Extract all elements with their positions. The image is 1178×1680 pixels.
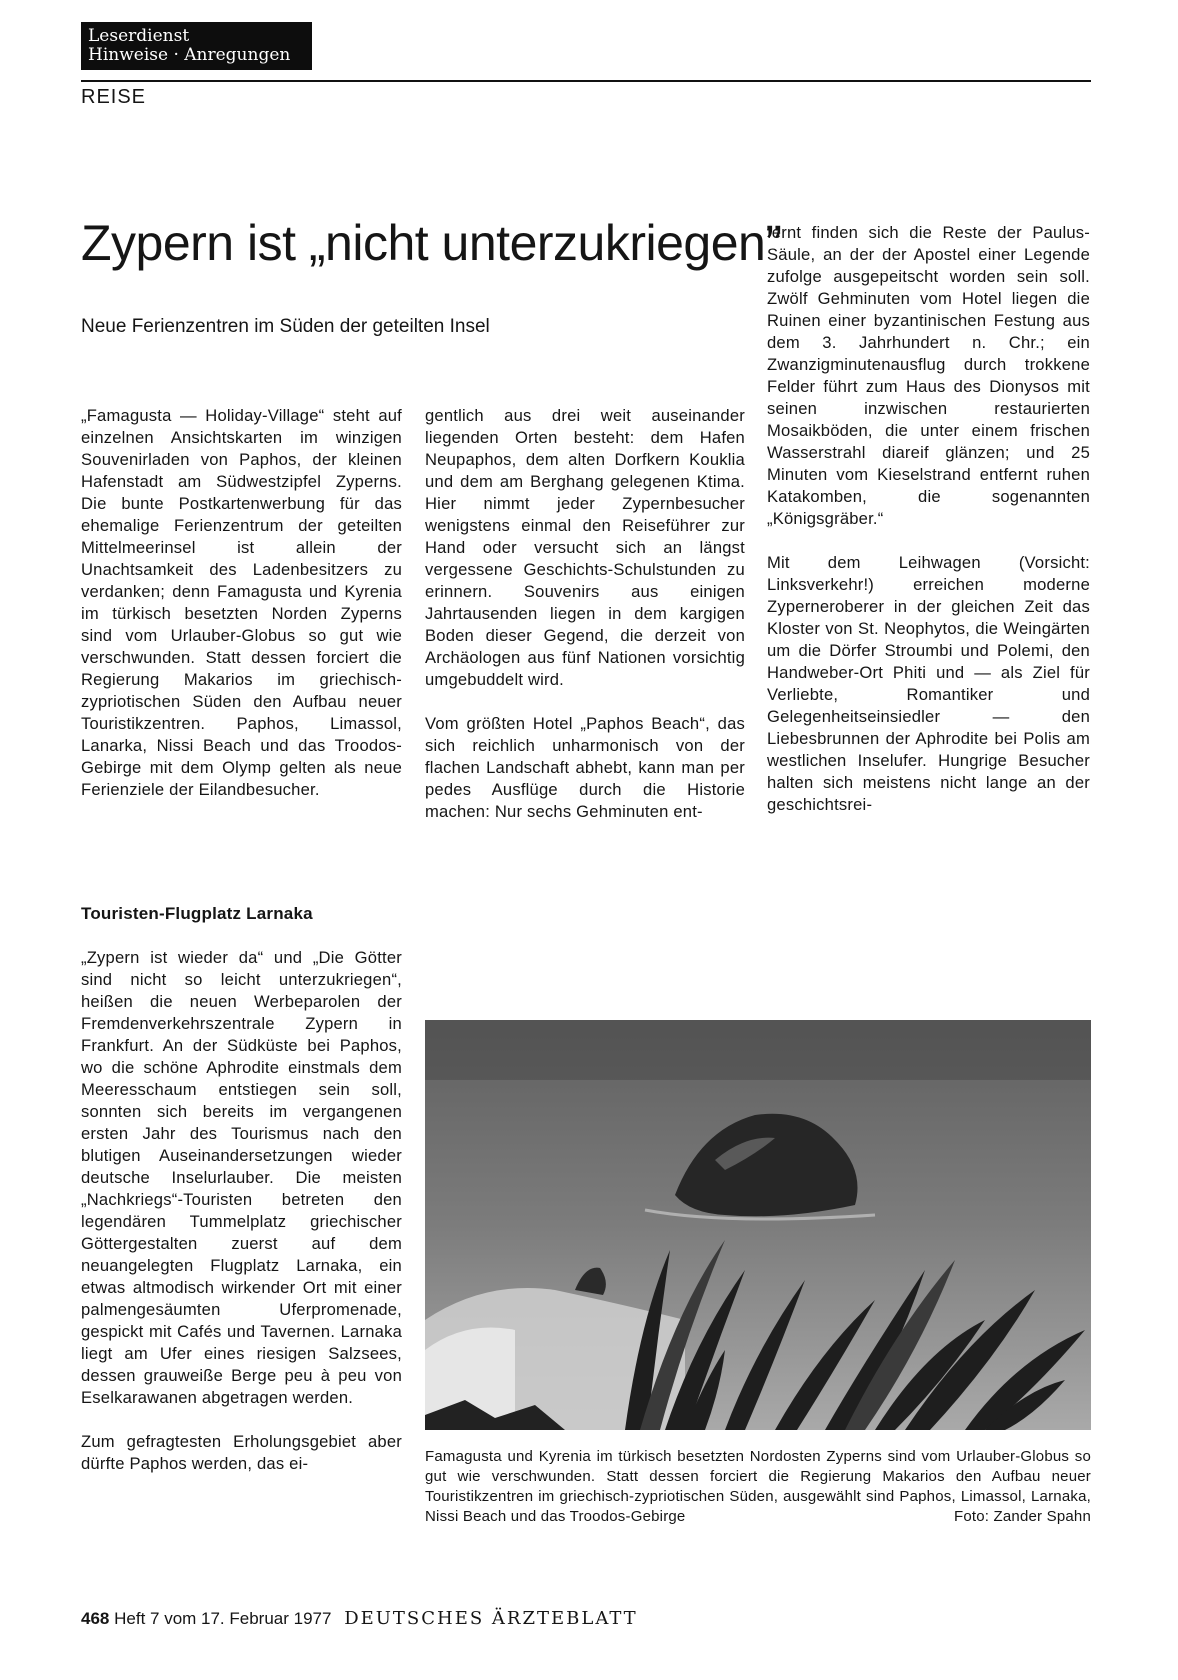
paragraph: Vom größten Hotel „Paphos Beach“, das sich reichlich unharmonisch von der flachen Landschaft abhebt, kann man per pedes Ausflüge durch die Historie machen: Nur sechs Gehminuten ent- xyxy=(425,714,745,821)
section-label-box xyxy=(81,22,312,70)
caption-text: Famagusta und Kyrenia im türkisch besetzten Nordosten Zyperns sind vom Urlauber-Globus so gut wie verschwunden. Statt dessen forciert die Regierung Makarios den Aufbau neuer Touristikzentren im griechisch-zypriotischen Süden, ausgewählt sind Paphos, Limassol, Larnaka, Nissi Beach und das Troodos-Gebirge xyxy=(425,1448,1091,1525)
section-label-line1: Leserdienst xyxy=(88,26,190,46)
section-label-line2: Hinweise · Anregungen xyxy=(88,45,291,65)
article-subtitle: Neue Ferienzentren im Süden der geteilten Insel xyxy=(81,316,490,337)
section-title: REISE xyxy=(81,86,147,108)
journal-name: DEUTSCHES ÄRZTEBLATT xyxy=(344,1608,638,1629)
column-3 xyxy=(767,222,1090,816)
coast-photo-illustration xyxy=(425,1020,1091,1430)
column-2 xyxy=(425,405,745,823)
subheading: Touristen-Flugplatz Larnaka xyxy=(81,904,313,923)
paragraph: Mit dem Leihwagen (Vorsicht: Linksverkehr!) erreichen moderne Zypernеroberer in der gleichen Zeit das Kloster von St. Neophytos, die Weingärten um die Dörfer Stroumbi und Polemi, den Handweber-Ort Phiti und — als Ziel für Verliebte, Romantiker und Gelegenheitseinsiedler — den Liebesbrunnen der Aphrodite bei Polis am westlichen Inselufer. Hungrige Besucher halten sich meistens nicht lange an der geschichtsrei- xyxy=(767,553,1090,814)
article-title: Zypern ist „nicht unterzukriegen” xyxy=(81,215,782,271)
page-number: 468 xyxy=(81,1609,110,1628)
paragraph: „Famagusta — Holiday-Village“ steht auf einzelnen Ansichtskarten im winzigen Souvenirladen von Paphos, der kleinen Hafenstadt am Südwestzipfel Zyperns. Die bunte Postkartenwerbung für das ehemalige Ferienzentrum der geteilten Mittelmeerinsel ist allein der Unachtsamkeit des Ladenbesitzers zu verdanken; denn Famagusta und Kyrenia im türkisch besetzten Norden Zyperns sind vom Urlauber-Globus so gut wie verschwunden. Statt dessen forciert die Regierung Makarios im griechisch-zypriotischen Süden den Aufbau neuer Touristikzentren. Paphos, Limassol, Lanarka, Nissi Beach und das Troodos-Gebirge mit dem Olymp gelten als neue Ferienziele der Eilandbesucher. xyxy=(81,406,402,799)
paragraph: Zum gefragtesten Erholungsgebiet aber dürfte Paphos werden, das ei- xyxy=(81,1432,402,1473)
page-footer xyxy=(81,1608,638,1629)
figure-caption xyxy=(425,1447,1091,1527)
paragraph: „Zypern ist wieder da“ und „Die Götter sind nicht so leicht unterzukriegen“, heißen die neuen Werbeparolen der Fremdenverkehrszentrale Zypern in Frankfurt. An der Südküste bei Paphos, wo die schöne Aphrodite einstmals dem Meeresschaum entstiegen sein soll, sonnten sich bereits im vergangenen ersten Jahr des Tourismus nach den blutigen Auseinandersetzungen wieder deutsche Inselurlauber. Die meisten „Nachkriegs“-Touristen betreten den legendären Tummelplatz griechischer Göttergestalten zuerst auf dem neuangelegten Flugplatz Larnaka, ein etwas altmodisch wirkender Ort mit einer palmengesäumten Uferpromenade, gespickt mit Cafés und Tavernen. Larnaka liegt am Ufer eines riesigen Salzsees, dessen grauweiße Berge peu à peu von Eselkarawanen abgetragen werden. xyxy=(81,948,402,1407)
paragraph: fernt finden sich die Reste der Paulus-Säule, an der der Apostel einer Legende zufolge ausgepeitscht worden sein soll. Zwölf Gehminuten vom Hotel liegen die Ruinen einer byzantinischen Festung aus dem 3. Jahrhundert n. Chr.; ein Zwanzigminutenausflug durch trokkene Felder führt zum Haus des Dionysos mit seinen inzwischen restaurierten Mosaikböden, die unter einem frischen Wasserstrahl diareif glänzen; und 25 Minuten vom Kieselstrand entfernt ruhen Katakomben, die sogenannten „Königsgräber.“ xyxy=(767,223,1090,528)
column-1-bottom xyxy=(81,903,402,1475)
photo-credit: Foto: Zander Spahn xyxy=(953,1508,1091,1525)
issue-info: Heft 7 vom 17. Februar 1977 xyxy=(114,1609,332,1628)
column-1-top xyxy=(81,405,402,801)
paragraph: gentlich aus drei weit auseinander liegenden Orten besteht: dem Hafen Neupaphos, dem alten Dorfkern Kouklia und dem am Berghang gelegenen Ktima. Hier nimmt jeder Zypernbesucher wenigstens einmal den Reiseführer zur Hand oder versucht sich an längst vergessene Geschichts-Schulstunden zu erinnern. Souvenirs aus einigen Jahrtausenden liegen in dem kargigen Boden dieser Gegend, die derzeit von Archäologen aus fünf Nationen vorsichtig umgebuddelt wird. xyxy=(425,406,745,689)
header-rule xyxy=(81,80,1091,82)
coast-photo xyxy=(425,1020,1091,1430)
